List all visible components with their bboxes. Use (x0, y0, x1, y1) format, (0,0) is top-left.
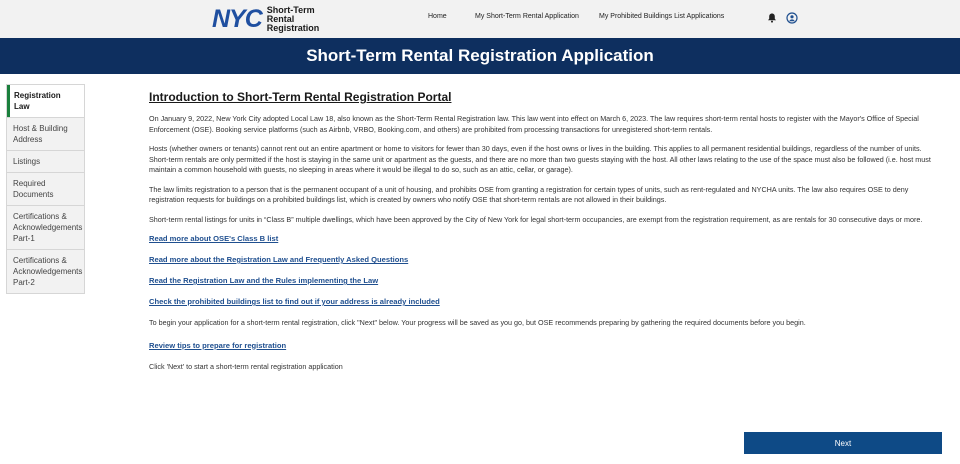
user-icon[interactable] (786, 12, 798, 24)
logo-text (267, 6, 320, 33)
registration-law-faq-link[interactable]: Read more about the Registration Law and Frequently Asked Questions (149, 255, 409, 264)
sidebar-item-certifications-part-1[interactable]: Certifications & Acknowledgements Part-1 (7, 205, 84, 249)
nyc-str-logo[interactable] (212, 4, 319, 34)
intro-heading: Introduction to Short-Term Rental Registration Portal (149, 90, 452, 104)
begin-application-text: To begin your application for a short-term rental registration, click "Next" below. Your progress will be saved as you go, but OSE recommends preparing by gathering the required documents before you begin. (149, 318, 806, 327)
intro-paragraph-hosts: Hosts (whether owners or tenants) cannot rent out an entire apartment or home to visitors for fewer than 30 days, even if the host owns or lives in the building. This applies to all permanent residential buildings, regardless of the number of units. Short-term rentals are only permitted if the host is staying in the same unit or apartment as the guests, and there are no more than two guests staying with the host. All other laws relating to the use of the space must also be followed (i.e. host must maintain a common household with guests, no sleeping in areas where it would be illegal to do so, such as an attic, cellar, or garage). (149, 144, 931, 174)
nav-my-application-link[interactable]: My Short-Term Rental Application (475, 13, 579, 20)
sidebar-item-listings[interactable]: Listings (7, 150, 84, 172)
top-navigation-bar (0, 0, 960, 38)
nav-home-link[interactable]: Home (428, 13, 447, 20)
intro-paragraph-law: On January 9, 2022, New York City adopted Local Law 18, also known as the Short-Term Rental Registration law. This law went into effect on March 6, 2023. The law requires short-term rental hosts to register with the Mayor's Office of Special Enforcement (OSE). Booking service platforms (such as Airbnb, VRBO, Booking.com, and others) are prohibited from processing transactions for unregistered short-term rentals. (149, 114, 919, 134)
sidebar-item-registration-law[interactable]: Registration Law (7, 85, 84, 117)
nyc-logo-mark: NYC (212, 4, 262, 33)
page-title: Short-Term Rental Registration Application (306, 46, 654, 65)
class-b-list-link[interactable]: Read more about OSE's Class B list (149, 234, 279, 243)
steps-sidebar (6, 84, 85, 294)
intro-paragraph-class-b: Short-term rental listings for units in “Class B” multiple dwellings, which have been approved by the City of New York for legal short-term occupancies, are exempt from the registration requirement, as are rentals for 30 consecutive days or more. (149, 214, 923, 224)
bell-icon[interactable] (766, 12, 778, 24)
review-tips-link[interactable]: Review tips to prepare for registration (149, 340, 287, 350)
sidebar-item-required-documents[interactable]: Required Documents (7, 172, 84, 205)
intro-paragraph-limits: The law limits registration to a person that is the permanent occupant of a unit of housing, and prohibits OSE from granting a registration for certain types of units, such as rent-regulated and NYCHA units. The law also requires OSE to deny registration requests for buildings on a prohibited buildings list, which is created by owners who notify OSE that short-term rentals are not allowed in their buildings. (149, 184, 909, 204)
logo-text-line1: Short-Term (266, 4, 315, 15)
logo-text-line3: Registration (266, 22, 320, 33)
click-next-text: Click 'Next' to start a short-term rental registration application (149, 361, 343, 371)
main-content (149, 90, 939, 381)
prohibited-buildings-list-link[interactable]: Check the prohibited buildings list to find out if your address is already included (149, 297, 440, 306)
logo-text-line2: Rental (266, 13, 295, 24)
registration-law-rules-link[interactable]: Read the Registration Law and the Rules implementing the Law (149, 276, 379, 285)
nav-prohibited-buildings-link[interactable]: My Prohibited Buildings List Applications (599, 13, 725, 20)
sidebar-item-certifications-part-2[interactable]: Certifications & Acknowledgements Part-2 (7, 249, 84, 293)
page-banner (0, 38, 960, 74)
sidebar-item-host-building-address[interactable]: Host & Building Address (7, 117, 84, 150)
next-button[interactable]: Next (744, 432, 942, 454)
